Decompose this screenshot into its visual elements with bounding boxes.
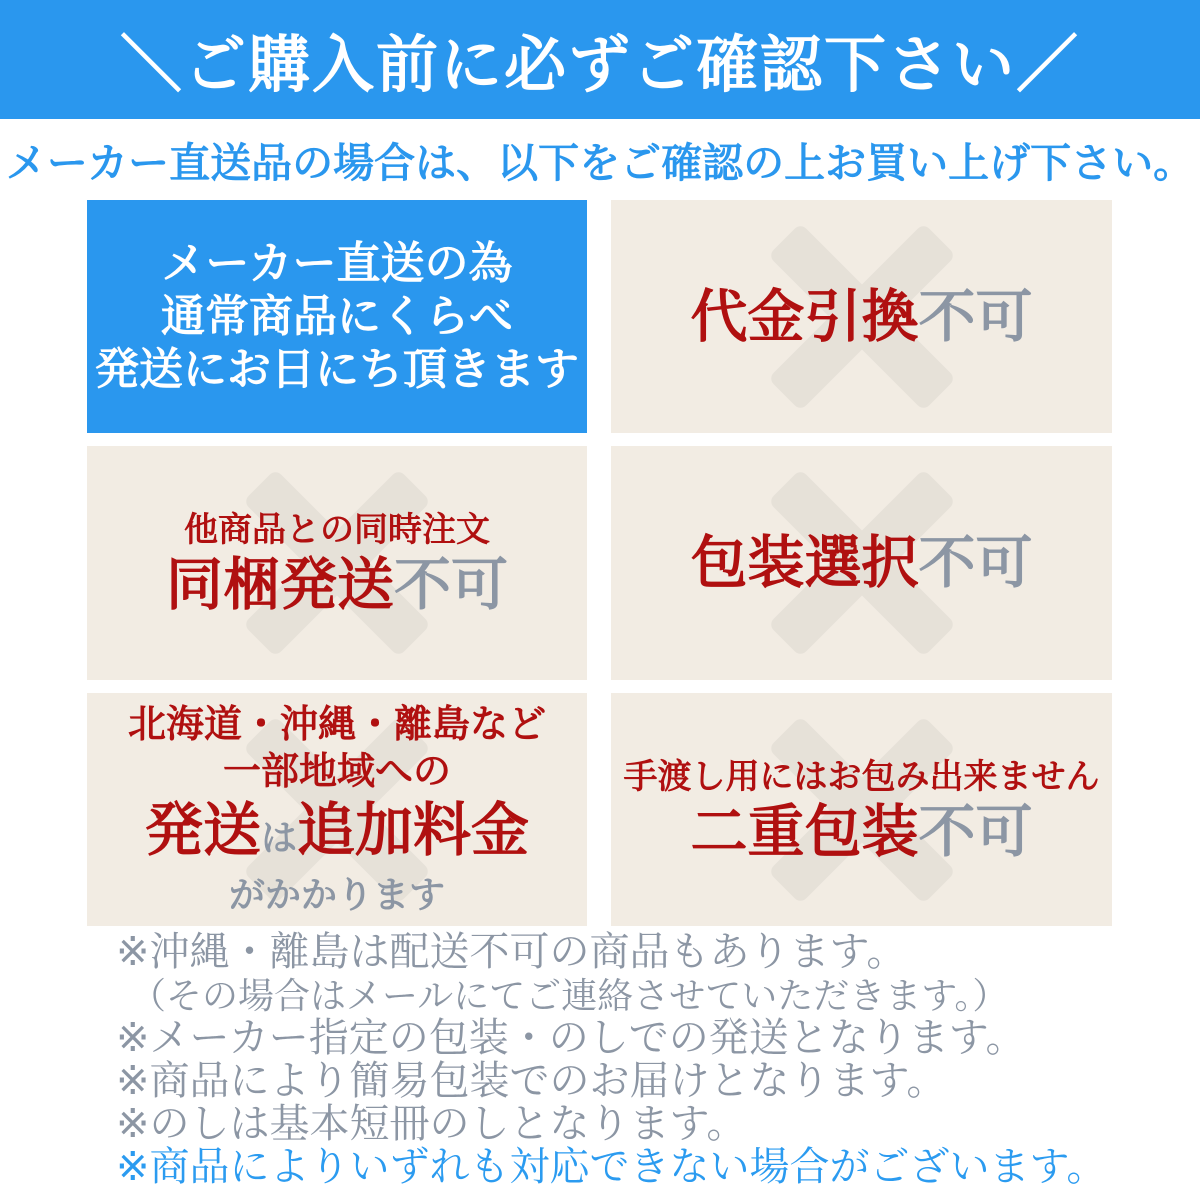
direct-shipping-line-1: メーカー直送の為 bbox=[161, 239, 513, 288]
cod-box bbox=[611, 200, 1112, 433]
footer-note-line: ※商品により簡易包装でのお届けとなります。 bbox=[116, 1059, 947, 1103]
remote-area-particle: は bbox=[260, 817, 297, 858]
footer-note-line: ※のしは基本短冊のしとなります。 bbox=[116, 1102, 747, 1146]
subheader bbox=[0, 119, 1200, 200]
remote-area-note-2: 一部地域への bbox=[222, 751, 451, 793]
direct-shipping-line-2: 通常商品にくらべ bbox=[161, 292, 513, 341]
direct-shipping-line-3: 発送にお日にち頂きます bbox=[95, 345, 579, 394]
double-wrap-note: 手渡し用にはお包み出来ません bbox=[623, 757, 1100, 796]
bundling-not-available-label: 不可 bbox=[394, 553, 508, 617]
remote-area-note-1: 北海道・沖縄・離島など bbox=[127, 704, 546, 746]
footer-note-line: ※メーカー指定の包装・のしでの発送となります。 bbox=[116, 1016, 1026, 1060]
wrapping-not-available-label: 不可 bbox=[918, 531, 1033, 595]
footer-notes bbox=[116, 931, 1200, 1189]
footer-note-line: （その場合はメールにてご連絡させていただきます。） bbox=[130, 975, 1009, 1016]
double-wrap-not-available-label: 不可 bbox=[918, 799, 1033, 864]
cod-label: 代金引換 bbox=[690, 284, 919, 349]
direct-shipping-box bbox=[87, 200, 587, 433]
remote-area-shipping-label: 発送 bbox=[144, 798, 261, 863]
bundling-note: 他商品との同時注文 bbox=[184, 511, 490, 549]
cod-not-available-label: 不可 bbox=[918, 284, 1033, 349]
wrapping-label: 包装選択 bbox=[690, 531, 919, 595]
wrapping-box bbox=[611, 446, 1112, 680]
footer-note-line: ※沖縄・離島は配送不可の商品もあります。 bbox=[116, 930, 907, 974]
footer-note-line: ※商品によりいずれも対応できない場合がございます。 bbox=[116, 1145, 1107, 1189]
bundling-label: 同梱発送 bbox=[166, 553, 394, 617]
page-title: ＼ご購入前に必ずご確認下さい／ bbox=[119, 31, 1080, 100]
remote-area-note-tail: がかかります bbox=[228, 874, 445, 915]
remote-area-box bbox=[87, 693, 587, 926]
notice-grid bbox=[87, 200, 1112, 926]
double-wrap-label: 二重包装 bbox=[690, 799, 919, 864]
header-banner bbox=[0, 0, 1200, 119]
subheader-text: メーカー直送品の場合は、以下をご確認の上お買い上げ下さい。 bbox=[5, 140, 1195, 186]
remote-area-surcharge-label: 追加料金 bbox=[297, 798, 530, 863]
bundling-box bbox=[87, 446, 587, 680]
double-wrap-box bbox=[611, 693, 1112, 926]
